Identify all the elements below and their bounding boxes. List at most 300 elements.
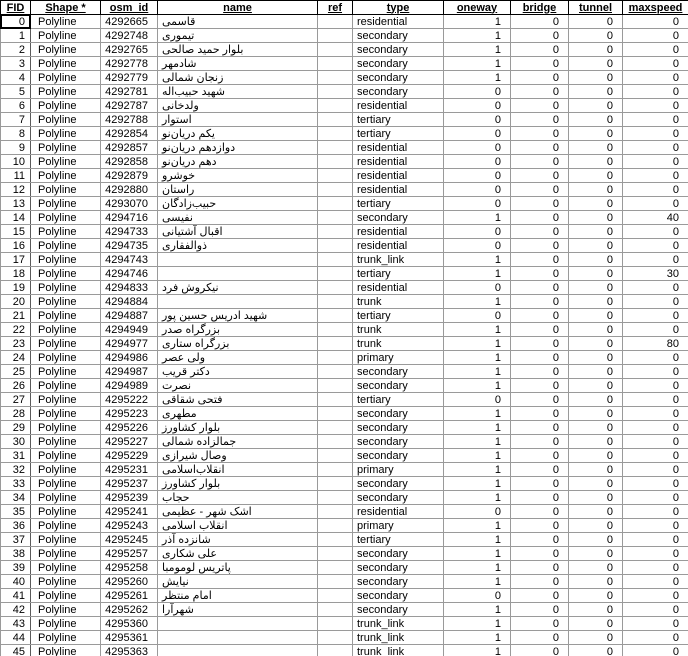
cell-name[interactable]: بزرگراه ستاری <box>158 337 318 351</box>
cell-bridge[interactable]: 0 <box>511 379 569 393</box>
cell-bridge[interactable]: 0 <box>511 239 569 253</box>
record-selector[interactable]: 37 <box>1 533 31 547</box>
cell-maxspeed[interactable]: 0 <box>623 351 688 365</box>
cell-osm_id[interactable]: 4292857 <box>101 141 158 155</box>
record-selector[interactable]: 44 <box>1 631 31 645</box>
cell-bridge[interactable]: 0 <box>511 267 569 281</box>
cell-bridge[interactable]: 0 <box>511 253 569 267</box>
cell-shape[interactable]: Polyline <box>31 29 101 43</box>
cell-bridge[interactable]: 0 <box>511 169 569 183</box>
cell-name[interactable]: شادمهر <box>158 57 318 71</box>
cell-oneway[interactable]: 1 <box>444 211 511 225</box>
record-selector[interactable]: 6 <box>1 99 31 113</box>
cell-bridge[interactable]: 0 <box>511 407 569 421</box>
cell-name[interactable]: شهید حبیب‌اله <box>158 85 318 99</box>
cell-bridge[interactable]: 0 <box>511 29 569 43</box>
cell-bridge[interactable]: 0 <box>511 281 569 295</box>
cell-tunnel[interactable]: 0 <box>569 589 623 603</box>
cell-oneway[interactable]: 0 <box>444 505 511 519</box>
record-selector[interactable]: 28 <box>1 407 31 421</box>
cell-osm_id[interactable]: 4294986 <box>101 351 158 365</box>
record-selector[interactable]: 15 <box>1 225 31 239</box>
cell-shape[interactable]: Polyline <box>31 169 101 183</box>
cell-name[interactable]: مطهری <box>158 407 318 421</box>
cell-type[interactable]: trunk <box>353 295 444 309</box>
cell-maxspeed[interactable]: 0 <box>623 29 688 43</box>
record-selector[interactable]: 3 <box>1 57 31 71</box>
cell-shape[interactable]: Polyline <box>31 631 101 645</box>
cell-maxspeed[interactable]: 0 <box>623 183 688 197</box>
cell-tunnel[interactable]: 0 <box>569 561 623 575</box>
cell-maxspeed[interactable]: 0 <box>623 323 688 337</box>
cell-name[interactable]: دهم دریان‌نو <box>158 155 318 169</box>
cell-name[interactable]: خوشرو <box>158 169 318 183</box>
record-selector[interactable]: 27 <box>1 393 31 407</box>
cell-shape[interactable]: Polyline <box>31 505 101 519</box>
cell-bridge[interactable]: 0 <box>511 547 569 561</box>
column-header-name[interactable]: name <box>158 1 318 15</box>
cell-bridge[interactable]: 0 <box>511 491 569 505</box>
cell-type[interactable]: tertiary <box>353 113 444 127</box>
cell-maxspeed[interactable]: 0 <box>623 589 688 603</box>
cell-name[interactable]: شانزده آذر <box>158 533 318 547</box>
cell-shape[interactable]: Polyline <box>31 239 101 253</box>
cell-oneway[interactable]: 1 <box>444 407 511 421</box>
record-selector[interactable]: 12 <box>1 183 31 197</box>
record-selector[interactable]: 17 <box>1 253 31 267</box>
cell-type[interactable]: tertiary <box>353 533 444 547</box>
cell-shape[interactable]: Polyline <box>31 547 101 561</box>
cell-oneway[interactable]: 0 <box>444 197 511 211</box>
cell-maxspeed[interactable]: 0 <box>623 463 688 477</box>
cell-maxspeed[interactable]: 0 <box>623 169 688 183</box>
cell-maxspeed[interactable]: 0 <box>623 141 688 155</box>
cell-osm_id[interactable]: 4294746 <box>101 267 158 281</box>
cell-oneway[interactable]: 1 <box>444 631 511 645</box>
cell-bridge[interactable]: 0 <box>511 351 569 365</box>
cell-osm_id[interactable]: 4292854 <box>101 127 158 141</box>
cell-name[interactable] <box>158 295 318 309</box>
cell-maxspeed[interactable]: 0 <box>623 71 688 85</box>
cell-ref[interactable] <box>318 211 353 225</box>
cell-bridge[interactable]: 0 <box>511 365 569 379</box>
cell-maxspeed[interactable]: 0 <box>623 575 688 589</box>
cell-maxspeed[interactable]: 0 <box>623 631 688 645</box>
cell-maxspeed[interactable]: 0 <box>623 617 688 631</box>
record-selector[interactable]: 1 <box>1 29 31 43</box>
cell-shape[interactable]: Polyline <box>31 155 101 169</box>
cell-tunnel[interactable]: 0 <box>569 155 623 169</box>
cell-oneway[interactable]: 0 <box>444 99 511 113</box>
cell-ref[interactable] <box>318 393 353 407</box>
cell-name[interactable]: اشک شهر - عظیمی <box>158 505 318 519</box>
record-selector[interactable]: 23 <box>1 337 31 351</box>
cell-tunnel[interactable]: 0 <box>569 43 623 57</box>
cell-ref[interactable] <box>318 421 353 435</box>
cell-tunnel[interactable]: 0 <box>569 113 623 127</box>
cell-name[interactable]: انقلاب اسلامی <box>158 519 318 533</box>
cell-tunnel[interactable]: 0 <box>569 211 623 225</box>
cell-maxspeed[interactable]: 0 <box>623 155 688 169</box>
cell-osm_id[interactable]: 4294949 <box>101 323 158 337</box>
cell-type[interactable]: secondary <box>353 449 444 463</box>
cell-tunnel[interactable]: 0 <box>569 99 623 113</box>
cell-oneway[interactable]: 0 <box>444 155 511 169</box>
cell-shape[interactable]: Polyline <box>31 211 101 225</box>
cell-name[interactable]: علی شکاری <box>158 547 318 561</box>
record-selector[interactable]: 2 <box>1 43 31 57</box>
cell-shape[interactable]: Polyline <box>31 379 101 393</box>
cell-oneway[interactable]: 0 <box>444 225 511 239</box>
cell-shape[interactable]: Polyline <box>31 43 101 57</box>
cell-type[interactable]: secondary <box>353 407 444 421</box>
cell-name[interactable]: جمالزاده شمالی <box>158 435 318 449</box>
cell-osm_id[interactable]: 4292879 <box>101 169 158 183</box>
cell-osm_id[interactable]: 4292787 <box>101 99 158 113</box>
cell-maxspeed[interactable]: 0 <box>623 15 688 29</box>
cell-name[interactable]: قاسمی <box>158 15 318 29</box>
cell-osm_id[interactable]: 4294987 <box>101 365 158 379</box>
cell-bridge[interactable]: 0 <box>511 99 569 113</box>
record-selector[interactable]: 21 <box>1 309 31 323</box>
cell-bridge[interactable]: 0 <box>511 211 569 225</box>
cell-type[interactable]: residential <box>353 99 444 113</box>
cell-osm_id[interactable]: 4294884 <box>101 295 158 309</box>
cell-ref[interactable] <box>318 281 353 295</box>
cell-tunnel[interactable]: 0 <box>569 127 623 141</box>
cell-shape[interactable]: Polyline <box>31 533 101 547</box>
cell-maxspeed[interactable]: 0 <box>623 491 688 505</box>
cell-maxspeed[interactable]: 0 <box>623 505 688 519</box>
cell-shape[interactable]: Polyline <box>31 71 101 85</box>
cell-tunnel[interactable]: 0 <box>569 323 623 337</box>
column-header-oneway[interactable]: oneway <box>444 1 511 15</box>
cell-tunnel[interactable]: 0 <box>569 253 623 267</box>
cell-bridge[interactable]: 0 <box>511 645 569 656</box>
cell-type[interactable]: tertiary <box>353 197 444 211</box>
cell-maxspeed[interactable]: 0 <box>623 603 688 617</box>
cell-shape[interactable]: Polyline <box>31 197 101 211</box>
cell-name[interactable]: بلوار کشاورز <box>158 421 318 435</box>
column-header-osm_id[interactable]: osm_id <box>101 1 158 15</box>
cell-tunnel[interactable]: 0 <box>569 351 623 365</box>
record-selector[interactable]: 34 <box>1 491 31 505</box>
cell-bridge[interactable]: 0 <box>511 127 569 141</box>
cell-oneway[interactable]: 0 <box>444 393 511 407</box>
cell-type[interactable]: secondary <box>353 29 444 43</box>
cell-type[interactable]: trunk_link <box>353 253 444 267</box>
cell-bridge[interactable]: 0 <box>511 533 569 547</box>
cell-bridge[interactable]: 0 <box>511 449 569 463</box>
cell-name[interactable]: زنجان شمالی <box>158 71 318 85</box>
cell-ref[interactable] <box>318 15 353 29</box>
cell-oneway[interactable]: 0 <box>444 85 511 99</box>
cell-name[interactable]: پاتریس لومومبا <box>158 561 318 575</box>
record-selector-current[interactable]: 0 <box>1 15 31 29</box>
cell-shape[interactable]: Polyline <box>31 113 101 127</box>
record-selector[interactable]: 9 <box>1 141 31 155</box>
cell-shape[interactable]: Polyline <box>31 491 101 505</box>
cell-bridge[interactable]: 0 <box>511 463 569 477</box>
cell-oneway[interactable]: 1 <box>444 43 511 57</box>
cell-type[interactable]: primary <box>353 463 444 477</box>
cell-shape[interactable]: Polyline <box>31 127 101 141</box>
cell-oneway[interactable]: 1 <box>444 267 511 281</box>
cell-shape[interactable]: Polyline <box>31 435 101 449</box>
cell-bridge[interactable]: 0 <box>511 71 569 85</box>
cell-bridge[interactable]: 0 <box>511 295 569 309</box>
cell-name[interactable]: نصرت <box>158 379 318 393</box>
cell-ref[interactable] <box>318 225 353 239</box>
record-selector[interactable]: 33 <box>1 477 31 491</box>
record-selector[interactable]: 25 <box>1 365 31 379</box>
cell-tunnel[interactable]: 0 <box>569 491 623 505</box>
cell-bridge[interactable]: 0 <box>511 589 569 603</box>
cell-type[interactable]: tertiary <box>353 127 444 141</box>
cell-tunnel[interactable]: 0 <box>569 295 623 309</box>
cell-osm_id[interactable]: 4294977 <box>101 337 158 351</box>
cell-tunnel[interactable]: 0 <box>569 393 623 407</box>
cell-tunnel[interactable]: 0 <box>569 421 623 435</box>
cell-maxspeed[interactable]: 40 <box>623 211 688 225</box>
cell-ref[interactable] <box>318 57 353 71</box>
cell-maxspeed[interactable]: 0 <box>623 421 688 435</box>
record-selector[interactable]: 20 <box>1 295 31 309</box>
cell-shape[interactable]: Polyline <box>31 575 101 589</box>
cell-type[interactable]: secondary <box>353 491 444 505</box>
cell-tunnel[interactable]: 0 <box>569 505 623 519</box>
cell-maxspeed[interactable]: 30 <box>623 267 688 281</box>
cell-type[interactable]: secondary <box>353 547 444 561</box>
cell-bridge[interactable]: 0 <box>511 603 569 617</box>
cell-shape[interactable]: Polyline <box>31 183 101 197</box>
cell-maxspeed[interactable]: 0 <box>623 127 688 141</box>
cell-osm_id[interactable]: 4292788 <box>101 113 158 127</box>
cell-bridge[interactable]: 0 <box>511 113 569 127</box>
cell-maxspeed[interactable]: 0 <box>623 519 688 533</box>
cell-oneway[interactable]: 1 <box>444 15 511 29</box>
cell-shape[interactable]: Polyline <box>31 645 101 656</box>
cell-osm_id[interactable]: 4294733 <box>101 225 158 239</box>
cell-name[interactable]: ذوالفقاری <box>158 239 318 253</box>
cell-maxspeed[interactable]: 0 <box>623 645 688 656</box>
cell-name[interactable]: امام منتظر <box>158 589 318 603</box>
cell-maxspeed[interactable]: 0 <box>623 225 688 239</box>
cell-maxspeed[interactable]: 0 <box>623 407 688 421</box>
record-selector[interactable]: 36 <box>1 519 31 533</box>
cell-type[interactable]: tertiary <box>353 267 444 281</box>
record-selector[interactable]: 31 <box>1 449 31 463</box>
cell-name[interactable] <box>158 631 318 645</box>
cell-tunnel[interactable]: 0 <box>569 407 623 421</box>
cell-osm_id[interactable]: 4294743 <box>101 253 158 267</box>
cell-shape[interactable]: Polyline <box>31 141 101 155</box>
cell-name[interactable]: انقلاب‌اسلامی <box>158 463 318 477</box>
cell-maxspeed[interactable]: 0 <box>623 85 688 99</box>
cell-maxspeed[interactable]: 0 <box>623 477 688 491</box>
cell-oneway[interactable]: 1 <box>444 365 511 379</box>
record-selector[interactable]: 10 <box>1 155 31 169</box>
cell-ref[interactable] <box>318 561 353 575</box>
cell-bridge[interactable]: 0 <box>511 575 569 589</box>
cell-osm_id[interactable]: 4293070 <box>101 197 158 211</box>
cell-shape[interactable]: Polyline <box>31 295 101 309</box>
cell-ref[interactable] <box>318 253 353 267</box>
cell-osm_id[interactable]: 4292765 <box>101 43 158 57</box>
cell-type[interactable]: secondary <box>353 561 444 575</box>
cell-osm_id[interactable]: 4295363 <box>101 645 158 656</box>
cell-bridge[interactable]: 0 <box>511 141 569 155</box>
cell-shape[interactable]: Polyline <box>31 477 101 491</box>
cell-maxspeed[interactable]: 0 <box>623 295 688 309</box>
cell-oneway[interactable]: 1 <box>444 603 511 617</box>
cell-ref[interactable] <box>318 141 353 155</box>
record-selector[interactable]: 40 <box>1 575 31 589</box>
cell-name[interactable]: شهید ادریس حسین پور <box>158 309 318 323</box>
cell-ref[interactable] <box>318 29 353 43</box>
cell-oneway[interactable]: 0 <box>444 239 511 253</box>
cell-oneway[interactable]: 1 <box>444 435 511 449</box>
cell-oneway[interactable]: 0 <box>444 169 511 183</box>
cell-type[interactable]: residential <box>353 169 444 183</box>
cell-oneway[interactable]: 1 <box>444 533 511 547</box>
cell-ref[interactable] <box>318 617 353 631</box>
cell-maxspeed[interactable]: 0 <box>623 561 688 575</box>
cell-bridge[interactable]: 0 <box>511 393 569 407</box>
cell-type[interactable]: trunk_link <box>353 631 444 645</box>
cell-type[interactable]: secondary <box>353 575 444 589</box>
cell-name[interactable]: تیموری <box>158 29 318 43</box>
cell-ref[interactable] <box>318 43 353 57</box>
cell-tunnel[interactable]: 0 <box>569 617 623 631</box>
cell-bridge[interactable]: 0 <box>511 225 569 239</box>
cell-maxspeed[interactable]: 0 <box>623 239 688 253</box>
cell-shape[interactable]: Polyline <box>31 407 101 421</box>
cell-name[interactable]: دکتر قریب <box>158 365 318 379</box>
cell-osm_id[interactable]: 4295227 <box>101 435 158 449</box>
cell-oneway[interactable]: 1 <box>444 337 511 351</box>
cell-osm_id[interactable]: 4295260 <box>101 575 158 589</box>
record-selector[interactable]: 11 <box>1 169 31 183</box>
cell-ref[interactable] <box>318 477 353 491</box>
cell-name[interactable] <box>158 617 318 631</box>
record-selector[interactable]: 42 <box>1 603 31 617</box>
cell-tunnel[interactable]: 0 <box>569 645 623 656</box>
cell-type[interactable]: residential <box>353 155 444 169</box>
cell-ref[interactable] <box>318 323 353 337</box>
cell-osm_id[interactable]: 4294887 <box>101 309 158 323</box>
cell-ref[interactable] <box>318 547 353 561</box>
cell-tunnel[interactable]: 0 <box>569 29 623 43</box>
cell-osm_id[interactable]: 4295239 <box>101 491 158 505</box>
cell-ref[interactable] <box>318 295 353 309</box>
cell-osm_id[interactable]: 4292665 <box>101 15 158 29</box>
cell-tunnel[interactable]: 0 <box>569 379 623 393</box>
cell-type[interactable]: residential <box>353 281 444 295</box>
cell-bridge[interactable]: 0 <box>511 57 569 71</box>
cell-name[interactable]: اقبال آشتیانی <box>158 225 318 239</box>
cell-name[interactable]: بلوار حمید صالحی <box>158 43 318 57</box>
cell-shape[interactable]: Polyline <box>31 603 101 617</box>
cell-shape[interactable]: Polyline <box>31 351 101 365</box>
cell-bridge[interactable]: 0 <box>511 183 569 197</box>
cell-bridge[interactable]: 0 <box>511 631 569 645</box>
cell-tunnel[interactable]: 0 <box>569 197 623 211</box>
cell-bridge[interactable]: 0 <box>511 323 569 337</box>
cell-shape[interactable]: Polyline <box>31 85 101 99</box>
record-selector[interactable]: 5 <box>1 85 31 99</box>
cell-type[interactable]: secondary <box>353 603 444 617</box>
cell-maxspeed[interactable]: 0 <box>623 449 688 463</box>
cell-shape[interactable]: Polyline <box>31 253 101 267</box>
record-selector[interactable]: 13 <box>1 197 31 211</box>
column-header-maxspeed[interactable]: maxspeed <box>623 1 688 15</box>
cell-type[interactable]: primary <box>353 519 444 533</box>
cell-tunnel[interactable]: 0 <box>569 435 623 449</box>
cell-ref[interactable] <box>318 645 353 656</box>
cell-oneway[interactable]: 1 <box>444 71 511 85</box>
cell-bridge[interactable]: 0 <box>511 15 569 29</box>
cell-type[interactable]: tertiary <box>353 393 444 407</box>
record-selector[interactable]: 24 <box>1 351 31 365</box>
cell-bridge[interactable]: 0 <box>511 617 569 631</box>
cell-shape[interactable]: Polyline <box>31 99 101 113</box>
cell-bridge[interactable]: 0 <box>511 309 569 323</box>
cell-type[interactable]: secondary <box>353 435 444 449</box>
cell-shape[interactable]: Polyline <box>31 561 101 575</box>
cell-name[interactable]: استوار <box>158 113 318 127</box>
cell-osm_id[interactable]: 4295229 <box>101 449 158 463</box>
column-header-tunnel[interactable]: tunnel <box>569 1 623 15</box>
cell-tunnel[interactable]: 0 <box>569 575 623 589</box>
cell-oneway[interactable]: 1 <box>444 519 511 533</box>
column-header-ref[interactable]: ref <box>318 1 353 15</box>
record-selector[interactable]: 19 <box>1 281 31 295</box>
cell-oneway[interactable]: 1 <box>444 57 511 71</box>
cell-maxspeed[interactable]: 0 <box>623 365 688 379</box>
cell-oneway[interactable]: 1 <box>444 421 511 435</box>
cell-tunnel[interactable]: 0 <box>569 57 623 71</box>
cell-name[interactable]: حبیب‌زادگان <box>158 197 318 211</box>
record-selector[interactable]: 35 <box>1 505 31 519</box>
cell-maxspeed[interactable]: 0 <box>623 253 688 267</box>
cell-osm_id[interactable]: 4292880 <box>101 183 158 197</box>
cell-name[interactable] <box>158 267 318 281</box>
cell-type[interactable]: trunk <box>353 323 444 337</box>
cell-type[interactable]: residential <box>353 505 444 519</box>
cell-maxspeed[interactable]: 0 <box>623 533 688 547</box>
cell-tunnel[interactable]: 0 <box>569 281 623 295</box>
cell-bridge[interactable]: 0 <box>511 155 569 169</box>
cell-oneway[interactable]: 1 <box>444 491 511 505</box>
cell-bridge[interactable]: 0 <box>511 505 569 519</box>
cell-tunnel[interactable]: 0 <box>569 169 623 183</box>
cell-osm_id[interactable]: 4295222 <box>101 393 158 407</box>
cell-type[interactable]: secondary <box>353 379 444 393</box>
cell-type[interactable]: residential <box>353 183 444 197</box>
cell-oneway[interactable]: 1 <box>444 575 511 589</box>
cell-name[interactable] <box>158 645 318 656</box>
record-selector[interactable]: 30 <box>1 435 31 449</box>
record-selector[interactable]: 43 <box>1 617 31 631</box>
record-selector[interactable]: 14 <box>1 211 31 225</box>
cell-osm_id[interactable]: 4295261 <box>101 589 158 603</box>
cell-maxspeed[interactable]: 0 <box>623 57 688 71</box>
cell-name[interactable]: شهرآرا <box>158 603 318 617</box>
cell-osm_id[interactable]: 4295237 <box>101 477 158 491</box>
cell-tunnel[interactable]: 0 <box>569 631 623 645</box>
cell-type[interactable]: secondary <box>353 57 444 71</box>
